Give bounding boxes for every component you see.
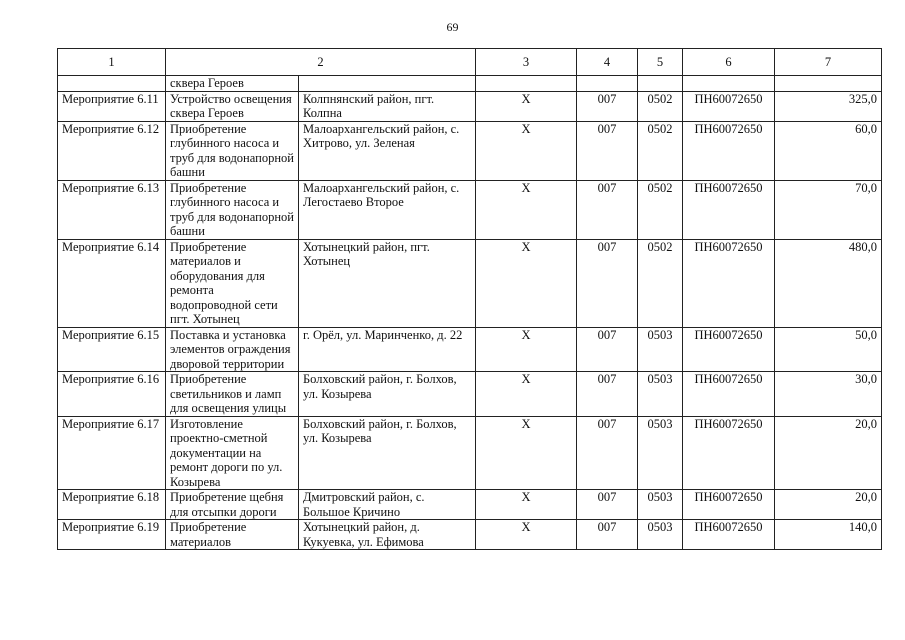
cell-col3: X bbox=[476, 91, 577, 121]
cell-col6: ПН60072650 bbox=[683, 372, 775, 417]
cell-location: Малоархангельский район, с. Хитрово, ул. Зеленая bbox=[299, 121, 476, 180]
header-col-4: 4 bbox=[577, 49, 638, 76]
cell-col5 bbox=[638, 76, 683, 92]
cell-name: Поставка и установка элементов ограждения дворовой территории bbox=[166, 327, 299, 372]
cell-col5: 0503 bbox=[638, 327, 683, 372]
cell-col5: 0503 bbox=[638, 372, 683, 417]
cell-col6: ПН60072650 bbox=[683, 239, 775, 327]
cell-col6: ПН60072650 bbox=[683, 416, 775, 490]
cell-col3: X bbox=[476, 490, 577, 520]
cell-col4 bbox=[577, 76, 638, 92]
cell-col4: 007 bbox=[577, 372, 638, 417]
cell-name: Изготовление проектно-сметной документации на ремонт дороги по ул. Козырева bbox=[166, 416, 299, 490]
cell-col7: 325,0 bbox=[775, 91, 882, 121]
cell-col6: ПН60072650 bbox=[683, 121, 775, 180]
table-row bbox=[58, 91, 882, 121]
table-row bbox=[58, 327, 882, 372]
cell-location: Дмитровский район, с. Большое Кричино bbox=[299, 490, 476, 520]
cell-col4: 007 bbox=[577, 490, 638, 520]
cell-name: сквера Героев bbox=[166, 76, 299, 92]
cell-col3: X bbox=[476, 520, 577, 550]
cell-col6 bbox=[683, 76, 775, 92]
cell-col5: 0503 bbox=[638, 520, 683, 550]
header-col-1: 1 bbox=[58, 49, 166, 76]
cell-col6: ПН60072650 bbox=[683, 490, 775, 520]
cell-col4: 007 bbox=[577, 121, 638, 180]
cell-col3: X bbox=[476, 180, 577, 239]
table-row bbox=[58, 239, 882, 327]
cell-col4: 007 bbox=[577, 239, 638, 327]
cell-measure: Мероприятие 6.17 bbox=[58, 416, 166, 490]
table-row bbox=[58, 490, 882, 520]
header-col-3: 3 bbox=[476, 49, 577, 76]
continuation-row bbox=[58, 76, 882, 92]
header-col-2: 2 bbox=[166, 49, 476, 76]
cell-col5: 0503 bbox=[638, 490, 683, 520]
cell-col4: 007 bbox=[577, 416, 638, 490]
cell-measure: Мероприятие 6.11 bbox=[58, 91, 166, 121]
table-row bbox=[58, 372, 882, 417]
cell-measure: Мероприятие 6.14 bbox=[58, 239, 166, 327]
cell-location bbox=[299, 76, 476, 92]
cell-col7 bbox=[775, 76, 882, 92]
cell-col7: 480,0 bbox=[775, 239, 882, 327]
cell-col7: 50,0 bbox=[775, 327, 882, 372]
page-number: 69 bbox=[446, 20, 459, 34]
cell-col5: 0502 bbox=[638, 91, 683, 121]
cell-name: Приобретение светильников и ламп для освещения улицы bbox=[166, 372, 299, 417]
cell-col5: 0502 bbox=[638, 180, 683, 239]
cell-col7: 20,0 bbox=[775, 490, 882, 520]
cell-col7: 20,0 bbox=[775, 416, 882, 490]
cell-name: Приобретение материалов и оборудования для ремонта водопроводной сети пгт. Хотынец bbox=[166, 239, 299, 327]
header-row bbox=[58, 49, 882, 76]
cell-location: Болховский район, г. Болхов, ул. Козырева bbox=[299, 372, 476, 417]
cell-name: Приобретение материалов bbox=[166, 520, 299, 550]
cell-col6: ПН60072650 bbox=[683, 520, 775, 550]
cell-col3: X bbox=[476, 416, 577, 490]
cell-col4: 007 bbox=[577, 520, 638, 550]
table-row bbox=[58, 520, 882, 550]
cell-name: Приобретение глубинного насоса и труб для водонапорной башни bbox=[166, 121, 299, 180]
cell-col3 bbox=[476, 76, 577, 92]
cell-col7: 60,0 bbox=[775, 121, 882, 180]
cell-col6: ПН60072650 bbox=[683, 91, 775, 121]
cell-measure: Мероприятие 6.16 bbox=[58, 372, 166, 417]
cell-name: Приобретение щебня для отсыпки дороги bbox=[166, 490, 299, 520]
cell-col7: 140,0 bbox=[775, 520, 882, 550]
cell-location: г. Орёл, ул. Маринченко, д. 22 bbox=[299, 327, 476, 372]
cell-measure: Мероприятие 6.19 bbox=[58, 520, 166, 550]
cell-col4: 007 bbox=[577, 180, 638, 239]
cell-col3: X bbox=[476, 372, 577, 417]
cell-col5: 0503 bbox=[638, 416, 683, 490]
cell-col7: 70,0 bbox=[775, 180, 882, 239]
cell-location: Хотынецкий район, пгт. Хотынец bbox=[299, 239, 476, 327]
cell-measure: Мероприятие 6.13 bbox=[58, 180, 166, 239]
cell-col5: 0502 bbox=[638, 239, 683, 327]
cell-location: Хотынецкий район, д. Кукуевка, ул. Ефимова bbox=[299, 520, 476, 550]
cell-col3: X bbox=[476, 327, 577, 372]
cell-col7: 30,0 bbox=[775, 372, 882, 417]
cell-col6: ПН60072650 bbox=[683, 327, 775, 372]
cell-col3: X bbox=[476, 121, 577, 180]
cell-location: Колпнянский район, пгт. Колпна bbox=[299, 91, 476, 121]
cell-measure: Мероприятие 6.18 bbox=[58, 490, 166, 520]
table-row bbox=[58, 121, 882, 180]
header-col-6: 6 bbox=[683, 49, 775, 76]
budget-table bbox=[57, 48, 882, 550]
cell-col5: 0502 bbox=[638, 121, 683, 180]
cell-name: Устройство освещения сквера Героев bbox=[166, 91, 299, 121]
cell-name: Приобретение глубинного насоса и труб для водонапорной башни bbox=[166, 180, 299, 239]
header-col-7: 7 bbox=[775, 49, 882, 76]
cell-measure bbox=[58, 76, 166, 92]
cell-location: Малоархангельский район, с. Легостаево Второе bbox=[299, 180, 476, 239]
cell-col6: ПН60072650 bbox=[683, 180, 775, 239]
table-row bbox=[58, 416, 882, 490]
table-row bbox=[58, 180, 882, 239]
cell-col3: X bbox=[476, 239, 577, 327]
cell-location: Болховский район, г. Болхов, ул. Козырева bbox=[299, 416, 476, 490]
cell-measure: Мероприятие 6.12 bbox=[58, 121, 166, 180]
cell-col4: 007 bbox=[577, 327, 638, 372]
cell-measure: Мероприятие 6.15 bbox=[58, 327, 166, 372]
cell-col4: 007 bbox=[577, 91, 638, 121]
header-col-5: 5 bbox=[638, 49, 683, 76]
